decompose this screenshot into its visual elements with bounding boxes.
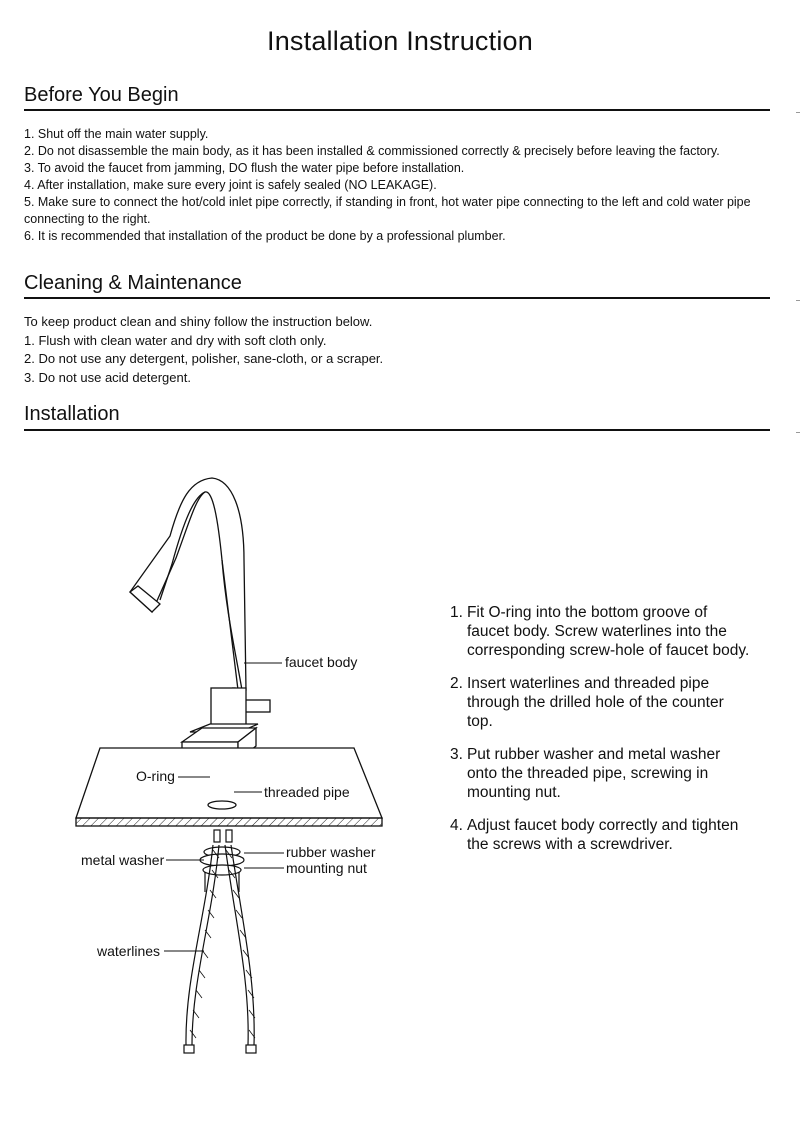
label-waterlines: waterlines bbox=[97, 943, 161, 959]
cleaning-list bbox=[24, 313, 776, 387]
installation-steps bbox=[450, 603, 750, 868]
faucet-installation-diagram bbox=[0, 440, 440, 1080]
step-text: Put rubber washer and metal washer onto the threaded pipe, screwing in mounting nut. bbox=[466, 746, 721, 801]
section-heading-installation: Installation bbox=[24, 403, 120, 425]
label-mounting-nut: mounting nut bbox=[286, 860, 367, 876]
label-rubber-washer: rubber washer bbox=[286, 844, 376, 860]
list-item: 2. Do not use any detergent, polisher, sane-cloth, or a scraper. bbox=[24, 351, 384, 366]
page-title: Installation Instruction bbox=[267, 26, 533, 56]
edge-mark bbox=[796, 112, 800, 113]
step-text: Adjust faucet body correctly and tighten the screws with a screwdriver. bbox=[466, 817, 739, 853]
edge-mark bbox=[796, 432, 800, 433]
list-item: 3. Do not use acid detergent. bbox=[24, 369, 191, 385]
before-you-begin-list bbox=[24, 126, 776, 245]
waterline-fittings bbox=[184, 1045, 256, 1053]
list-item: 6. It is recommended that installation of the product be done by a professional plumber. bbox=[24, 229, 506, 243]
label-faucet-body: faucet body bbox=[285, 654, 358, 670]
step-text: Fit O-ring into the bottom groove of faucet body. Screw waterlines into the corresponding screw-hole of faucet body. bbox=[466, 604, 750, 659]
list-item: To keep product clean and shiny follow the instruction below. bbox=[24, 314, 373, 329]
section-divider bbox=[24, 109, 770, 111]
list-item: 2. Do not disassemble the main body, as it has been installed & commissioned correctly & precisely before leaving the factory. bbox=[24, 144, 720, 158]
list-item: 5. Make sure to connect the hot/cold inlet pipe correctly, if standing in front, hot water pipe connecting to the left and cold water pipe connecting to the right. bbox=[24, 195, 751, 226]
list-item: 4. After installation, make sure every joint is safely sealed (NO LEAKAGE). bbox=[24, 178, 437, 192]
section-divider bbox=[24, 429, 770, 431]
list-item: 3. To avoid the faucet from jamming, DO flush the water pipe before installation. bbox=[24, 161, 465, 175]
label-threaded-pipe: threaded pipe bbox=[264, 784, 350, 800]
list-item: 1. Flush with clean water and dry with soft cloth only. bbox=[24, 332, 327, 348]
installation-step bbox=[450, 674, 750, 731]
label-metal-washer: metal washer bbox=[81, 852, 165, 868]
section-divider bbox=[24, 297, 770, 299]
faucet-body-illustration bbox=[130, 478, 246, 690]
list-item: 1. Shut off the main water supply. bbox=[24, 127, 209, 141]
section-heading-cleaning: Cleaning & Maintenance bbox=[24, 272, 242, 294]
installation-step bbox=[450, 603, 750, 660]
step-number: 4. bbox=[450, 817, 463, 834]
step-number: 2. bbox=[450, 675, 463, 692]
edge-mark bbox=[796, 300, 800, 301]
step-number: 1. bbox=[450, 604, 463, 621]
label-o-ring: O-ring bbox=[136, 768, 175, 784]
installation-step bbox=[450, 816, 750, 854]
installation-step bbox=[450, 745, 750, 802]
step-number: 3. bbox=[450, 746, 463, 763]
section-heading-before-you-begin: Before You Begin bbox=[24, 84, 179, 106]
step-text: Insert waterlines and threaded pipe through the drilled hole of the counter top. bbox=[466, 675, 724, 730]
